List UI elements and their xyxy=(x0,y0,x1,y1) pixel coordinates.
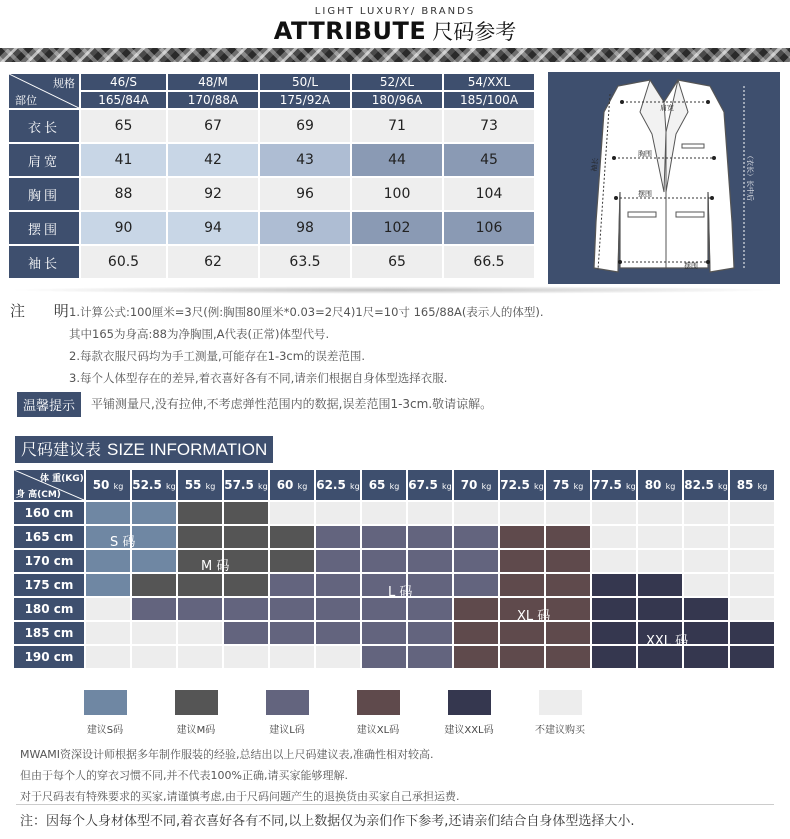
weight-value: 55 xyxy=(184,478,202,492)
table-cell: 92 xyxy=(168,178,258,210)
col-spec-m: 170/88A xyxy=(168,92,258,108)
height-header: 180 cm xyxy=(14,598,84,620)
size-cell xyxy=(408,550,452,572)
size-cell xyxy=(592,622,636,644)
size-cell xyxy=(408,598,452,620)
weight-header xyxy=(132,470,176,500)
weight-header xyxy=(730,470,774,500)
legend-swatch xyxy=(448,690,491,715)
size-cell xyxy=(178,526,222,548)
size-cell xyxy=(224,574,268,596)
weight-header xyxy=(546,470,590,500)
table-row xyxy=(9,178,534,210)
weight-unit: kg xyxy=(481,482,492,491)
row-label-chest: 胸围 xyxy=(9,178,79,210)
title-en: ATTRIBUTE xyxy=(273,17,427,45)
size-cell xyxy=(546,502,590,524)
table-cell: 41 xyxy=(81,144,166,176)
col-size-xl: 52/XL xyxy=(352,74,442,90)
label-shoulder: 肩宽 xyxy=(660,104,674,112)
size-cell xyxy=(178,574,222,596)
size-cell xyxy=(592,646,636,668)
size-cell xyxy=(454,574,498,596)
size-reference-table xyxy=(7,72,536,280)
table-row xyxy=(9,144,534,176)
size-cell xyxy=(362,550,406,572)
weight-header xyxy=(86,470,130,500)
table-cell: 106 xyxy=(444,212,534,244)
size-cell xyxy=(362,622,406,644)
size-cell xyxy=(86,502,130,524)
weight-unit: kg xyxy=(665,482,676,491)
label-hem: 摆围 xyxy=(684,262,698,270)
weight-value: 72.5 xyxy=(500,478,530,492)
legend-label: 不建议购买 xyxy=(535,725,585,736)
corner-diagonal xyxy=(9,74,79,108)
col-spec-xxl: 185/100A xyxy=(444,92,534,108)
size-cell xyxy=(592,598,636,620)
legend-item xyxy=(434,690,504,736)
size-cell xyxy=(316,526,360,548)
size-cell xyxy=(316,622,360,644)
note-line-2: 其中165为身高:88为净胸围,A代表(正常)体型代号. xyxy=(69,327,330,341)
table-cell: 43 xyxy=(260,144,350,176)
table-cell: 44 xyxy=(352,144,442,176)
size-cell xyxy=(362,598,406,620)
label-sleeve: 袖长 xyxy=(590,157,600,173)
weight-value: 65 xyxy=(368,478,386,492)
size-cell xyxy=(224,646,268,668)
legend-swatch xyxy=(175,690,218,715)
size-cell xyxy=(684,502,728,524)
size-cell xyxy=(546,574,590,596)
size-cell xyxy=(270,526,314,548)
weight-unit: kg xyxy=(626,482,636,491)
legend-swatch xyxy=(266,690,309,715)
size-cell xyxy=(86,622,130,644)
size-cell xyxy=(638,598,682,620)
table-cell: 102 xyxy=(352,212,442,244)
size-cell xyxy=(500,622,544,644)
weight-value: 57.5 xyxy=(224,478,254,492)
size-cell xyxy=(730,646,774,668)
footer-final-note: 注：因每个人身材体型不同,着衣喜好各有不同,以上数据仅为亲们作下参考,还请亲们结合自身体型选择大小. xyxy=(20,814,635,829)
size-cell xyxy=(684,526,728,548)
size-cell xyxy=(132,646,176,668)
table-cell: 73 xyxy=(444,110,534,142)
col-spec-s: 165/84A xyxy=(81,92,166,108)
size-cell xyxy=(316,502,360,524)
table-cell: 90 xyxy=(81,212,166,244)
weight-value: 60 xyxy=(276,478,294,492)
col-size-s: 46/S xyxy=(81,74,166,90)
size-cell xyxy=(270,598,314,620)
table-cell: 60.5 xyxy=(81,246,166,278)
note-line-4: 3.每个人体型存在的差异,着衣喜好各有不同,请亲们根据自身体型选择衣服. xyxy=(69,371,448,385)
legend-label: 建议L码 xyxy=(269,725,305,736)
table-row xyxy=(9,212,534,244)
legend-swatch xyxy=(357,690,400,715)
tip-badge: 温馨提示 xyxy=(17,392,81,417)
footer-line-2: 但由于每个人的穿衣习惯不同,并不代表100%正确,请买家能够理解. xyxy=(20,769,348,782)
notes-label: 注 明 xyxy=(10,302,81,320)
size-cell xyxy=(178,502,222,524)
size-cell xyxy=(592,526,636,548)
weight-value: 50 xyxy=(92,478,110,492)
weight-unit: kg xyxy=(258,482,268,491)
size-cell xyxy=(408,526,452,548)
size-cell xyxy=(316,550,360,572)
size-cell xyxy=(408,646,452,668)
weight-height-corner xyxy=(14,470,84,500)
weight-unit: kg xyxy=(350,482,360,491)
size-cell xyxy=(546,526,590,548)
legend-item xyxy=(70,690,140,736)
table-corner xyxy=(9,74,79,108)
label-chest: 胸围 xyxy=(638,150,652,158)
size-cell xyxy=(546,622,590,644)
legend-item xyxy=(343,690,413,736)
size-cell xyxy=(224,622,268,644)
label-length: （衣长）长中后 xyxy=(746,152,754,201)
size-cell xyxy=(132,502,176,524)
legend-item xyxy=(525,690,595,736)
size-cell xyxy=(132,574,176,596)
note-line-3: 2.每款衣服尺码均为手工测量,可能存在1-3cm的误差范围. xyxy=(69,349,366,363)
table-cell: 88 xyxy=(81,178,166,210)
size-cell xyxy=(316,574,360,596)
size-cell xyxy=(638,526,682,548)
corner-diagonal xyxy=(14,470,84,500)
page-title xyxy=(0,16,790,50)
table-shadow xyxy=(7,286,782,294)
weight-header xyxy=(408,470,452,500)
weight-header xyxy=(316,470,360,500)
weight-unit: kg xyxy=(442,482,452,491)
table-cell: 94 xyxy=(168,212,258,244)
size-cell xyxy=(454,502,498,524)
size-cell xyxy=(270,574,314,596)
jacket-diagram xyxy=(548,72,780,284)
table-row xyxy=(14,646,774,668)
weight-value: 80 xyxy=(644,478,662,492)
weight-value: 70 xyxy=(460,478,478,492)
brand-tagline: LIGHT LUXURY/ BRANDS xyxy=(314,6,476,17)
size-cell xyxy=(454,550,498,572)
size-cell xyxy=(454,646,498,668)
height-header: 175 cm xyxy=(14,574,84,596)
size-cell xyxy=(224,598,268,620)
table-cell: 62 xyxy=(168,246,258,278)
size-cell xyxy=(592,574,636,596)
size-cell xyxy=(500,646,544,668)
size-cell xyxy=(500,502,544,524)
note-line-1: 1.计算公式:100厘米=3尺(例:胸围80厘米*0.03=2尺4)1尺=10寸 165/88A(表示人的体型). xyxy=(69,305,544,319)
size-cell xyxy=(178,622,222,644)
size-cell xyxy=(408,622,452,644)
size-cell xyxy=(362,502,406,524)
weight-value: 85 xyxy=(736,478,754,492)
size-cell xyxy=(730,550,774,572)
height-header: 160 cm xyxy=(14,502,84,524)
table-row xyxy=(9,110,534,142)
size-cell xyxy=(132,598,176,620)
weight-unit: kg xyxy=(205,482,216,491)
size-cell xyxy=(592,502,636,524)
table-cell: 65 xyxy=(352,246,442,278)
size-cell xyxy=(132,550,176,572)
table-cell: 69 xyxy=(260,110,350,142)
weight-value: 82.5 xyxy=(684,478,714,492)
size-cell xyxy=(730,574,774,596)
size-cell xyxy=(408,574,452,596)
size-cell xyxy=(730,502,774,524)
weight-value: 77.5 xyxy=(592,478,622,492)
tip-text: 平铺测量尺,没有拉伸,不考虑弹性范围内的数据,误差范围1-3cm.敬请谅解。 xyxy=(91,397,493,411)
table-cell: 45 xyxy=(444,144,534,176)
table-cell: 71 xyxy=(352,110,442,142)
size-cell xyxy=(362,526,406,548)
height-header: 165 cm xyxy=(14,526,84,548)
weight-value: 75 xyxy=(552,478,570,492)
size-cell xyxy=(500,526,544,548)
size-cell xyxy=(362,646,406,668)
weight-unit: kg xyxy=(297,482,308,491)
size-cell xyxy=(546,598,590,620)
size-cell xyxy=(684,646,728,668)
table-row xyxy=(14,550,774,572)
height-header: 190 cm xyxy=(14,646,84,668)
size-cell xyxy=(500,574,544,596)
weight-header xyxy=(638,470,682,500)
table-cell: 98 xyxy=(260,212,350,244)
size-cell xyxy=(316,646,360,668)
size-cell xyxy=(592,550,636,572)
size-cell xyxy=(730,526,774,548)
size-cell xyxy=(86,550,130,572)
title-cn: 尺码参考 xyxy=(432,20,517,44)
zone-label-l: L 码 xyxy=(388,585,413,600)
size-cell xyxy=(270,502,314,524)
table-cell: 42 xyxy=(168,144,258,176)
size-cell xyxy=(684,550,728,572)
size-cell xyxy=(178,598,222,620)
table-cell: 65 xyxy=(81,110,166,142)
zone-label-xxl: XXL 码 xyxy=(646,634,689,649)
corner-bottom-label: 部位 xyxy=(15,94,37,107)
size-cell xyxy=(270,622,314,644)
table-row xyxy=(14,502,774,524)
size-cell xyxy=(270,646,314,668)
size-cell xyxy=(638,502,682,524)
col-spec-l: 175/92A xyxy=(260,92,350,108)
col-size-l: 50/L xyxy=(260,74,350,90)
height-header: 170 cm xyxy=(14,550,84,572)
corner-weight-label: 体 重(KG) xyxy=(40,474,84,484)
weight-header xyxy=(500,470,544,500)
size-cell xyxy=(316,598,360,620)
table-cell: 63.5 xyxy=(260,246,350,278)
legend-label: 建议XXL码 xyxy=(444,725,494,736)
footer-line-3: 对于尺码表有特殊要求的买家,请谨慎考虑,由于尺码问题产生的退换货由买家自己承担运费. xyxy=(20,790,460,803)
size-cell xyxy=(500,550,544,572)
size-cell xyxy=(638,646,682,668)
size-cell xyxy=(224,502,268,524)
size-info-title-en: SIZE INFORMATION xyxy=(107,440,268,459)
size-cell xyxy=(224,550,268,572)
weight-value: 67.5 xyxy=(408,478,438,492)
size-legend xyxy=(70,690,630,738)
legend-swatch xyxy=(84,690,127,715)
size-cell xyxy=(132,622,176,644)
size-cell xyxy=(132,526,176,548)
corner-height-label: 身 高(CM) xyxy=(16,490,61,500)
size-cell xyxy=(454,622,498,644)
row-label-shoulder: 肩宽 xyxy=(9,144,79,176)
table-cell: 67 xyxy=(168,110,258,142)
size-cell xyxy=(86,598,130,620)
size-cell xyxy=(546,550,590,572)
jacket-illustration xyxy=(548,72,780,284)
footer-divider xyxy=(16,804,774,805)
legend-item xyxy=(161,690,231,736)
weight-header xyxy=(684,470,728,500)
size-info-title-cn: 尺码建议表 xyxy=(21,440,102,459)
legend-swatch xyxy=(539,690,582,715)
weight-unit: kg xyxy=(573,482,584,491)
table-row xyxy=(9,246,534,278)
zone-label-xl: XL 码 xyxy=(517,609,551,624)
size-cell xyxy=(178,646,222,668)
size-cell xyxy=(270,550,314,572)
row-label-sleeve: 袖长 xyxy=(9,246,79,278)
col-size-m: 48/M xyxy=(168,74,258,90)
table-row xyxy=(14,598,774,620)
weight-header xyxy=(178,470,222,500)
weight-unit: kg xyxy=(718,482,728,491)
size-cell xyxy=(684,622,728,644)
height-header: 185 cm xyxy=(14,622,84,644)
size-cell xyxy=(86,574,130,596)
weight-unit: kg xyxy=(113,482,124,491)
size-cell xyxy=(730,598,774,620)
weight-value: 62.5 xyxy=(316,478,346,492)
col-spec-xl: 180/96A xyxy=(352,92,442,108)
row-label-hem: 摆围 xyxy=(9,212,79,244)
camo-divider-overlay xyxy=(0,48,790,62)
zone-label-m: M 码 xyxy=(201,559,230,574)
weight-header xyxy=(592,470,636,500)
weight-unit: kg xyxy=(389,482,400,491)
label-hem-waist: 摆围 xyxy=(638,190,652,198)
weight-unit: kg xyxy=(757,482,768,491)
table-cell: 96 xyxy=(260,178,350,210)
size-cell xyxy=(454,598,498,620)
zone-label-s: S 码 xyxy=(110,535,136,550)
size-cell xyxy=(638,550,682,572)
weight-header xyxy=(454,470,498,500)
table-cell: 66.5 xyxy=(444,246,534,278)
weight-header xyxy=(270,470,314,500)
weight-unit: kg xyxy=(534,482,544,491)
size-cell xyxy=(86,646,130,668)
weight-unit: kg xyxy=(166,482,176,491)
col-size-xxl: 54/XXL xyxy=(444,74,534,90)
row-label-length: 衣长 xyxy=(9,110,79,142)
size-cell xyxy=(684,598,728,620)
size-cell xyxy=(638,574,682,596)
size-info-title xyxy=(15,436,273,463)
table-cell: 100 xyxy=(352,178,442,210)
weight-header xyxy=(224,470,268,500)
size-cell xyxy=(546,646,590,668)
corner-top-label: 规格 xyxy=(53,77,75,90)
size-cell xyxy=(684,574,728,596)
weight-value: 52.5 xyxy=(132,478,162,492)
footer-line-1: MWAMI资深设计师根据多年制作服装的经验,总结出以上尺码建议表,准确性相对较高. xyxy=(20,748,434,761)
weight-header xyxy=(362,470,406,500)
table-cell: 104 xyxy=(444,178,534,210)
size-cell xyxy=(730,622,774,644)
size-cell xyxy=(224,526,268,548)
legend-label: 建议S码 xyxy=(86,725,124,736)
legend-label: 建议M码 xyxy=(176,725,216,736)
legend-item xyxy=(252,690,322,736)
size-cell xyxy=(454,526,498,548)
size-cell xyxy=(408,502,452,524)
legend-label: 建议XL码 xyxy=(356,725,400,736)
